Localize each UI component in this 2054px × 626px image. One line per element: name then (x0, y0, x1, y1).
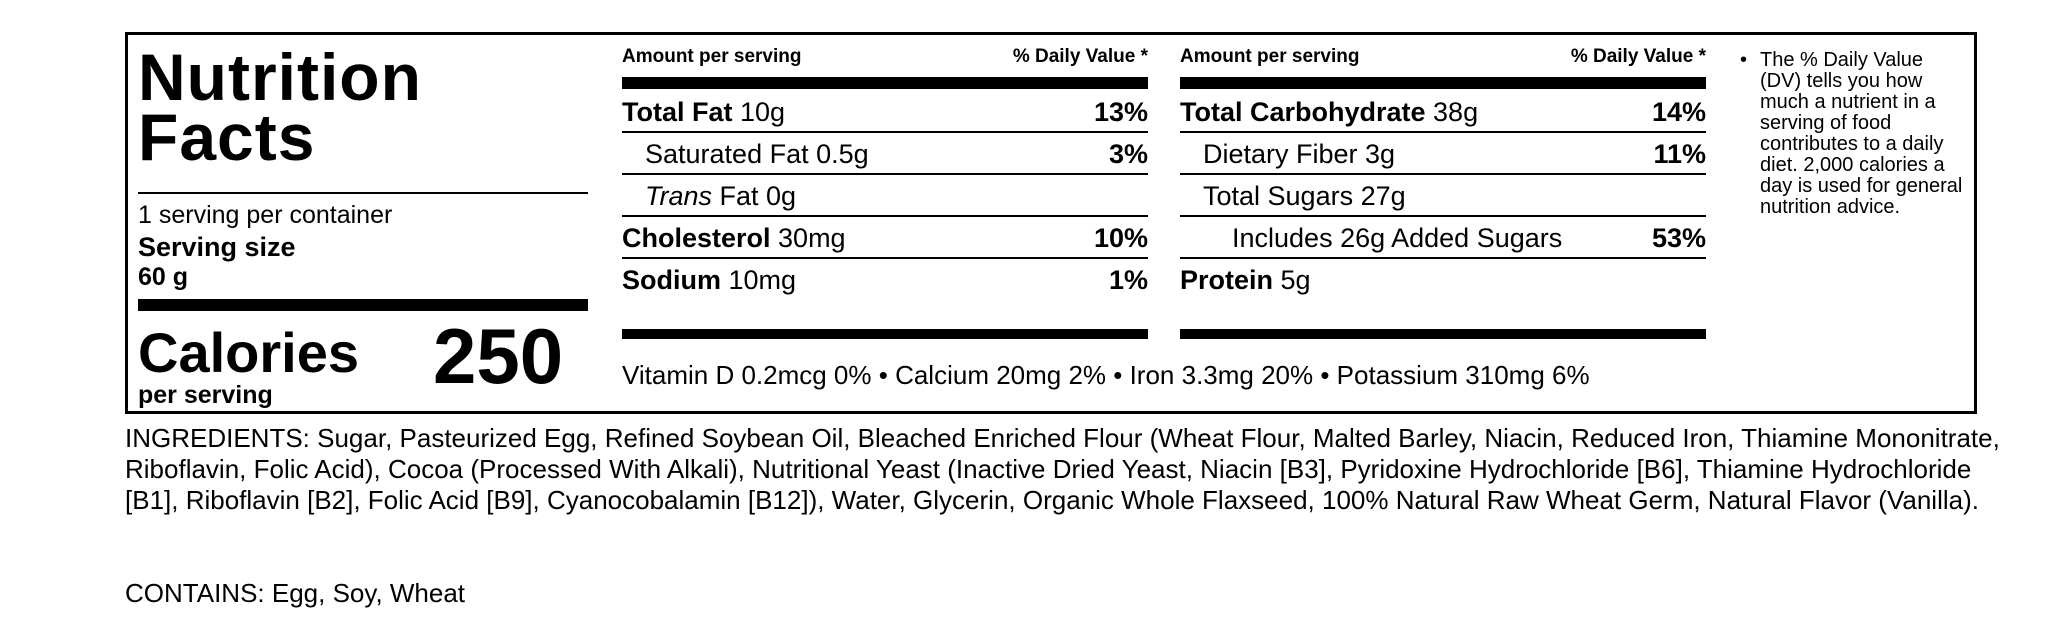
serving-size-label: Serving size (138, 232, 296, 262)
amount-header: Amount per serving (622, 46, 802, 67)
nutrient-row (622, 216, 1148, 259)
servings-per-container: 1 serving per container (138, 201, 393, 229)
allergens-text: CONTAINS: Egg, Soy, Wheat (125, 578, 466, 608)
nutrient-name-bold: Cholesterol (622, 223, 771, 253)
nutrient-name-bold: Sodium (622, 265, 721, 295)
nutrient-row (622, 174, 1148, 217)
nutrient-name-bold: Total Fat (622, 97, 733, 127)
nutrient-name-bold: Total Carbohydrate (1180, 97, 1426, 127)
title-line-2: Facts (138, 100, 316, 174)
nutrient-name-text: Includes 26g Added Sugars (1232, 223, 1563, 253)
nutrient-daily-value: 53% (1651, 223, 1706, 253)
nutrient-name (645, 181, 796, 212)
nutrient-row (1180, 90, 1706, 133)
footnote-bullet: • (1740, 49, 1748, 71)
nutrient-amount: 10g (732, 97, 786, 127)
nutrient-daily-value: 14% (1651, 97, 1706, 127)
nutrient-row (622, 90, 1148, 133)
thick-divider (138, 299, 588, 311)
dv-header: % Daily Value * (1012, 46, 1148, 67)
label-title (138, 40, 422, 174)
divider (138, 192, 588, 194)
title-column (128, 35, 583, 411)
nutrient-name (622, 265, 796, 296)
nutrients-column-left (622, 35, 1148, 411)
nutrient-name (1203, 181, 1406, 212)
nutrient-amount: Fat 0g (712, 181, 797, 211)
nutrient-amount: 38g (1425, 97, 1479, 127)
calories-value: 250 (433, 312, 564, 400)
daily-value-footnote (1740, 50, 1965, 218)
nutrient-row (1180, 216, 1706, 259)
nutrient-name (622, 223, 846, 254)
nutrient-name (645, 139, 869, 170)
ingredients-text: INGREDIENTS: Sugar, Pasteurized Egg, Refined Soybean Oil, Bleached Enriched Flour (Wheat Flour, Malted Barley, Niacin, Reduced Iron, Thiamine Mononitrate, Riboflavin, Folic Acid), Cocoa (Processed With Alkali), Nutritional Yeast (Inactive Dried Yeast, Niacin [B3], Pyridoxine Hydrochloride [B6], Thiamine Hydrochloride [B1], Riboflavin [B2], Folic Acid [B9], Cyanocobalamin [B12]), Water, Glycerin, Organic Whole Flaxseed, 100% Natural Raw Wheat Germ, Natural Flavor (Vanilla). (125, 423, 2000, 515)
nutrient-amount: 30mg (770, 223, 846, 253)
nutrient-daily-value: 1% (1108, 265, 1148, 295)
calories-label: Calories (138, 321, 359, 384)
nutrient-row (622, 258, 1148, 299)
nutrient-amount: 5g (1273, 265, 1311, 295)
serving-size-value: 60 g (138, 263, 189, 291)
footnote-text: The % Daily Value (DV) tells you how much a nutrient in a serving of food contributes to a daily diet. 2,000 calories a day is used for general nutrition advice. (1760, 49, 1963, 218)
nutrient-row (1180, 258, 1706, 299)
vitamins-minerals-line: Vitamin D 0.2mcg 0% • Calcium 20mg 2% • Iron 3.3mg 20% • Potassium 310mg 6% (622, 360, 1590, 390)
thick-divider (1180, 329, 1706, 339)
nutrients-column-right (1180, 35, 1706, 411)
nutrient-row (622, 132, 1148, 175)
title-line-1: Nutrition (138, 40, 422, 114)
nutrient-name-italic: Trans (645, 181, 713, 211)
nutrient-row (1180, 132, 1706, 175)
per-serving-label: per serving (138, 381, 273, 409)
nutrient-row (1180, 174, 1706, 217)
nutrient-name-text: Saturated Fat 0.5g (645, 139, 869, 169)
nutrient-name (1203, 139, 1395, 170)
nutrient-name (1232, 223, 1562, 254)
nutrient-name (622, 97, 785, 128)
thick-divider (1180, 77, 1706, 89)
amount-header: Amount per serving (1180, 46, 1360, 67)
nutrient-name-bold: Protein (1180, 265, 1274, 295)
nutrient-name (1180, 265, 1311, 296)
nutrient-amount: 10mg (721, 265, 797, 295)
nutrient-daily-value: 11% (1653, 139, 1706, 169)
nutrient-name-text: Dietary Fiber 3g (1203, 139, 1396, 169)
dv-header: % Daily Value * (1570, 46, 1706, 67)
nutrient-name-text: Total Sugars 27g (1203, 181, 1406, 211)
nutrient-name (1180, 97, 1478, 128)
nutrient-daily-value: 3% (1108, 139, 1148, 169)
nutrient-daily-value: 13% (1093, 97, 1148, 127)
thick-divider (622, 77, 1148, 89)
thick-divider (622, 329, 1148, 339)
nutrition-facts-label (125, 32, 1977, 414)
nutrient-daily-value: 10% (1093, 223, 1148, 253)
